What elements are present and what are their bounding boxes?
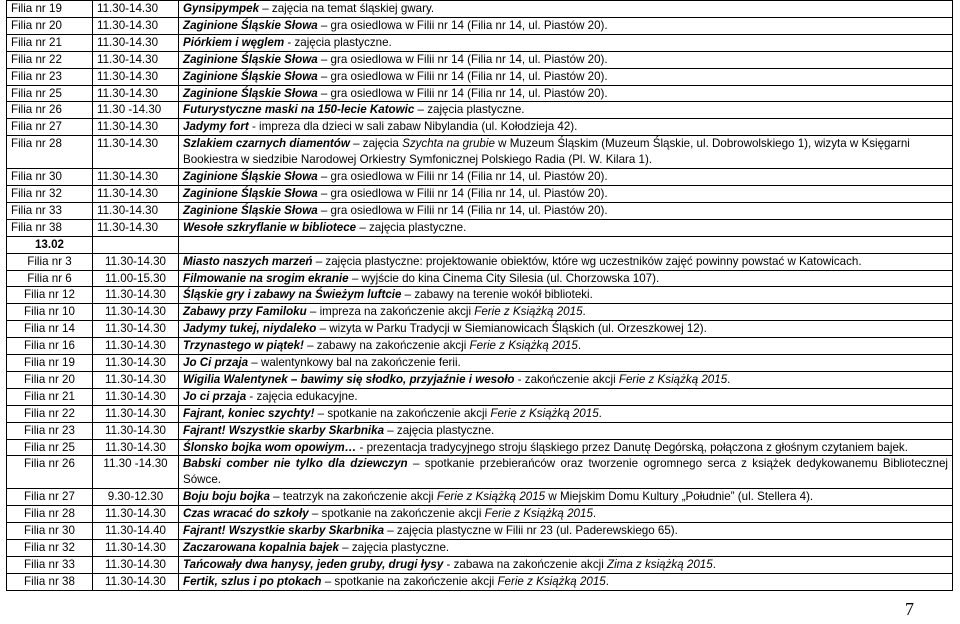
- schedule-row: [7, 338, 953, 355]
- branch-cell: Filia nr 21: [7, 34, 93, 51]
- event-text: .: [577, 339, 582, 353]
- time-cell: 11.30-14.30: [93, 371, 179, 388]
- schedule-row: [7, 1, 953, 18]
- event-title: Jadymy tukej, niydaleko: [183, 322, 317, 336]
- event-description-cell: [179, 51, 953, 68]
- time-cell: 11.30-14.30: [93, 304, 179, 321]
- time-cell: 11.30-14.30: [93, 573, 179, 590]
- branch-cell: Filia nr 25: [7, 439, 93, 456]
- event-text: - zajęcia plastyczne.: [284, 35, 392, 49]
- event-description-cell: [179, 68, 953, 85]
- schedule-row: [7, 34, 953, 51]
- event-text: – zajęcia plastyczne w Filii nr 23 (ul. Paderewskiego 65).: [384, 524, 678, 538]
- schedule-row: [7, 489, 953, 506]
- event-description-cell: [179, 287, 953, 304]
- event-title: Zaginione Śląskie Słowa: [183, 203, 318, 217]
- event-text: .: [592, 507, 597, 521]
- event-description-cell: [179, 422, 953, 439]
- branch-cell: Filia nr 26: [7, 102, 93, 119]
- event-text: – gra osiedlowa w Filii nr 14 (Filia nr 14, ul. Piastów 20).: [317, 203, 608, 217]
- time-cell: 11.30-14.30: [93, 287, 179, 304]
- event-text: – gra osiedlowa w Filii nr 14 (Filia nr 14, ul. Piastów 20).: [317, 170, 608, 184]
- time-cell: 11.00-15.30: [93, 270, 179, 287]
- event-text: – wizyta w Parku Tradycji w Siemianowicach Śląskich (ul. Orzeszkowej 12).: [316, 322, 707, 336]
- branch-cell: Filia nr 23: [7, 422, 93, 439]
- event-text: .: [582, 305, 586, 319]
- branch-cell: Filia nr 30: [7, 169, 93, 186]
- time-cell: 11.30-14.30: [93, 1, 179, 18]
- event-title: Jo Ci przaja: [183, 356, 249, 370]
- page-number: 7: [905, 599, 914, 619]
- event-title: Filmowanie na srogim ekranie: [183, 271, 349, 285]
- event-title: Tańcowały dwa hanysy, jeden gruby, drugi łysy: [183, 557, 444, 571]
- event-text: .: [712, 557, 716, 571]
- empty-cell: [93, 236, 179, 253]
- schedule-rows: [7, 1, 953, 591]
- event-title: Boju boju bojka: [183, 490, 270, 504]
- schedule-row: [7, 270, 953, 287]
- event-title: Wigilia Walentynek – bawimy się słodko, przyjaźnie i wesoło: [183, 372, 515, 386]
- time-cell: 11.30 -14.30: [93, 102, 179, 119]
- event-text: - prezentacja tradycyjnego stroju śląskiego przez Danutę Degórską, połączona z głośnym czytaniem bajek.: [356, 440, 908, 454]
- event-italic-text: Ferie z Książką 2015: [484, 507, 593, 521]
- schedule-document: [6, 0, 952, 591]
- event-title: Zaginione Śląskie Słowa: [183, 69, 318, 83]
- event-description-cell: [179, 119, 953, 136]
- event-text: – gra osiedlowa w Filii nr 14 (Filia nr 14, ul. Piastów 20).: [317, 18, 608, 32]
- event-description-cell: [179, 304, 953, 321]
- time-cell: 11.30-14.30: [93, 321, 179, 338]
- event-title: Gynsipympek: [183, 2, 260, 15]
- time-cell: 11.30-14.40: [93, 523, 179, 540]
- schedule-row: [7, 388, 953, 405]
- time-cell: 11.30-14.30: [93, 355, 179, 372]
- branch-cell: Filia nr 22: [7, 51, 93, 68]
- date-heading: 13.02: [7, 236, 93, 253]
- event-italic-text: Ferie z Książką 2015: [618, 372, 728, 386]
- branch-cell: Filia nr 32: [7, 540, 93, 557]
- schedule-row: [7, 102, 953, 119]
- schedule-row: [7, 540, 953, 557]
- event-title: Zaginione Śląskie Słowa: [183, 52, 318, 66]
- branch-cell: Filia nr 19: [7, 1, 93, 18]
- event-description-cell: [179, 85, 953, 102]
- time-cell: 11.30-14.30: [93, 17, 179, 34]
- branch-cell: Filia nr 38: [7, 219, 93, 236]
- event-text: – gra osiedlowa w Filii nr 14 (Filia nr 14, ul. Piastów 20).: [317, 69, 608, 83]
- event-text: .: [727, 372, 731, 386]
- event-text: – zajęcia plastyczne.: [356, 220, 467, 234]
- event-description-cell: [179, 202, 953, 219]
- event-text: .: [598, 406, 602, 420]
- branch-cell: Filia nr 27: [7, 119, 93, 136]
- schedule-row: [7, 371, 953, 388]
- event-text: – spotkanie przebierańców oraz tworzenie ogromnego serca z książek dedykowanemu Bibliotecznej Sówce.: [183, 457, 948, 487]
- event-text: – gra osiedlowa w Filii nr 14 (Filia nr 14, ul. Piastów 20).: [317, 186, 608, 200]
- time-cell: 11.30-14.30: [93, 119, 179, 136]
- event-title: Futurystyczne maski na 150-lecie Katowic: [183, 103, 415, 117]
- event-text: – wyjście do kina Cinema City Silesia (ul. Chorzowska 107).: [348, 271, 660, 285]
- schedule-row: [7, 304, 953, 321]
- event-description-cell: [179, 439, 953, 456]
- schedule-row: [7, 202, 953, 219]
- schedule-row: [7, 51, 953, 68]
- event-title: Ślonsko bojka wom opowiym…: [183, 440, 357, 454]
- time-cell: 11.30-14.30: [93, 338, 179, 355]
- event-text: – spotkanie na zakończenie akcji: [321, 574, 498, 588]
- event-description-cell: [179, 523, 953, 540]
- event-title: Zaczarowana kopalnia bajek: [183, 541, 339, 554]
- event-description-cell: [179, 388, 953, 405]
- event-italic-text: Ferie z Książką 2015: [436, 490, 546, 504]
- event-text: – zajęcia plastyczne.: [384, 423, 495, 437]
- branch-cell: Filia nr 38: [7, 573, 93, 590]
- event-description-cell: [179, 219, 953, 236]
- branch-cell: Filia nr 23: [7, 68, 93, 85]
- event-text: w Muzeum Śląskim (Muzeum Śląskie, ul. Dobrowolskiego 1), wizyta w Księgarni Bookiestra w siedzibie Narodowej Orkiestry Symfonicznej Polskiego Radia (Pl. W. Kilara 1).: [183, 137, 910, 167]
- event-description-cell: [179, 185, 953, 202]
- event-italic-text: Ferie z Książką 2015: [497, 574, 606, 588]
- schedule-row: [7, 185, 953, 202]
- event-title: Jadymy fort: [183, 120, 249, 134]
- event-description-cell: [179, 456, 953, 489]
- branch-cell: Filia nr 14: [7, 321, 93, 338]
- schedule-row: [7, 253, 953, 270]
- schedule-table: [6, 0, 953, 591]
- event-description-cell: [179, 540, 953, 557]
- branch-cell: Filia nr 19: [7, 355, 93, 372]
- branch-cell: Filia nr 16: [7, 338, 93, 355]
- schedule-row: [7, 422, 953, 439]
- event-description-cell: [179, 371, 953, 388]
- date-row: [7, 236, 953, 253]
- time-cell: 11.30-14.30: [93, 169, 179, 186]
- branch-cell: Filia nr 32: [7, 185, 93, 202]
- event-text: – zajęcia plastyczne.: [338, 541, 450, 554]
- event-text: – zajęcia plastyczne.: [414, 103, 525, 117]
- event-title: Śląskie gry i zabawy na Świeżym luftcie: [183, 288, 402, 302]
- branch-cell: Filia nr 28: [7, 136, 93, 169]
- event-description-cell: [179, 1, 953, 18]
- branch-cell: Filia nr 25: [7, 85, 93, 102]
- time-cell: 11.30-14.30: [93, 85, 179, 102]
- event-text: .: [605, 574, 609, 588]
- event-title: Wesołe szkryflanie w bibliotece: [183, 220, 357, 234]
- time-cell: 11.30 -14.30: [93, 456, 179, 489]
- time-cell: 9.30-12.30: [93, 489, 179, 506]
- event-text: – zajęcia plastyczne: projektowanie obiektów, które wg uczestników zajęć powinny powstać w Katowicach.: [312, 254, 862, 268]
- event-title: Zabawy przy Familoku: [183, 305, 307, 319]
- schedule-row: [7, 68, 953, 85]
- branch-cell: Filia nr 30: [7, 523, 93, 540]
- event-italic-text: Zima z książką 2015: [607, 557, 713, 571]
- event-description-cell: [179, 321, 953, 338]
- event-title: Babski comber nie tylko dla dziewczyn: [183, 457, 408, 471]
- event-description-cell: [179, 556, 953, 573]
- event-text: - impreza dla dzieci w sali zabaw Nibylandia (ul. Kołodzieja 42).: [248, 120, 578, 134]
- event-text: - zakończenie akcji: [514, 372, 619, 386]
- time-cell: 11.30-14.30: [93, 34, 179, 51]
- branch-cell: Filia nr 12: [7, 287, 93, 304]
- time-cell: 11.30-14.30: [93, 185, 179, 202]
- event-italic-text: Ferie z Książką 2015: [474, 305, 583, 319]
- event-title: Czas wracać do szkoły: [183, 507, 309, 521]
- event-title: Piórkiem i węglem: [183, 35, 285, 49]
- empty-cell: [179, 236, 953, 253]
- event-text: – gra osiedlowa w Filii nr 14 (Filia nr 14, ul. Piastów 20).: [317, 52, 608, 66]
- time-cell: 11.30-14.30: [93, 51, 179, 68]
- event-description-cell: [179, 169, 953, 186]
- event-title: Zaginione Śląskie Słowa: [183, 18, 318, 32]
- schedule-row: [7, 523, 953, 540]
- event-italic-text: Szychta na grubie: [402, 137, 495, 151]
- branch-cell: Filia nr 27: [7, 489, 93, 506]
- time-cell: 11.30-14.30: [93, 388, 179, 405]
- branch-cell: Filia nr 6: [7, 270, 93, 287]
- event-title: Jo ci przaja: [183, 389, 247, 403]
- event-description-cell: [179, 573, 953, 590]
- schedule-row: [7, 506, 953, 523]
- schedule-row: [7, 556, 953, 573]
- event-text: – impreza na zakończenie akcji: [306, 305, 475, 319]
- branch-cell: Filia nr 20: [7, 371, 93, 388]
- branch-cell: Filia nr 10: [7, 304, 93, 321]
- time-cell: 11.30-14.30: [93, 253, 179, 270]
- branch-cell: Filia nr 26: [7, 456, 93, 489]
- time-cell: 11.30-14.30: [93, 68, 179, 85]
- time-cell: 11.30-14.30: [93, 136, 179, 169]
- branch-cell: Filia nr 28: [7, 506, 93, 523]
- event-description-cell: [179, 34, 953, 51]
- event-text: w Miejskim Domu Kultury „Południe” (ul. Stellera 4).: [545, 490, 814, 504]
- branch-cell: Filia nr 20: [7, 17, 93, 34]
- event-text: – gra osiedlowa w Filii nr 14 (Filia nr 14, ul. Piastów 20).: [317, 86, 608, 100]
- schedule-row: [7, 355, 953, 372]
- event-title: Fertik, szlus i po ptokach: [183, 574, 322, 588]
- time-cell: 11.30-14.30: [93, 439, 179, 456]
- time-cell: 11.30-14.30: [93, 405, 179, 422]
- schedule-row: [7, 136, 953, 169]
- event-description-cell: [179, 102, 953, 119]
- event-text: – zabawy na terenie wokół biblioteki.: [401, 288, 593, 302]
- event-text: – teatrzyk na zakończenie akcji: [269, 490, 437, 504]
- schedule-row: [7, 119, 953, 136]
- event-text: – zajęcia: [349, 137, 403, 151]
- schedule-row: [7, 321, 953, 338]
- time-cell: 11.30-14.30: [93, 506, 179, 523]
- branch-cell: Filia nr 22: [7, 405, 93, 422]
- event-title: Zaginione Śląskie Słowa: [183, 170, 318, 184]
- event-text: – spotkanie na zakończenie akcji: [314, 406, 491, 420]
- event-title: Zaginione Śląskie Słowa: [183, 186, 318, 200]
- event-text: – spotkanie na zakończenie akcji: [308, 507, 485, 521]
- schedule-row: [7, 169, 953, 186]
- branch-cell: Filia nr 21: [7, 388, 93, 405]
- event-title: Miasto naszych marzeń: [183, 254, 313, 268]
- event-text: - zajęcia edukacyjne.: [246, 389, 358, 403]
- time-cell: 11.30-14.30: [93, 556, 179, 573]
- event-title: Fajrant, koniec szychty!: [183, 406, 315, 420]
- event-description-cell: [179, 338, 953, 355]
- schedule-row: [7, 573, 953, 590]
- time-cell: 11.30-14.30: [93, 202, 179, 219]
- event-title: Szlakiem czarnych diamentów: [183, 137, 350, 151]
- event-title: Trzynastego w piątek!: [183, 339, 304, 353]
- schedule-row: [7, 287, 953, 304]
- schedule-row: [7, 219, 953, 236]
- time-cell: 11.30-14.30: [93, 540, 179, 557]
- event-description-cell: [179, 506, 953, 523]
- event-text: – walentynkowy bal na zakończenie ferii.: [248, 356, 461, 370]
- event-text: – zabawy na zakończenie akcji: [303, 339, 470, 353]
- schedule-row: [7, 405, 953, 422]
- branch-cell: Filia nr 33: [7, 556, 93, 573]
- event-text: – zajęcia na temat śląskiej gwary.: [259, 2, 435, 15]
- branch-cell: Filia nr 3: [7, 253, 93, 270]
- event-title: Fajrant! Wszystkie skarby Skarbnika: [183, 423, 385, 437]
- schedule-row: [7, 456, 953, 489]
- event-description-cell: [179, 405, 953, 422]
- event-italic-text: Ferie z Książką 2015: [490, 406, 599, 420]
- schedule-row: [7, 439, 953, 456]
- branch-cell: Filia nr 33: [7, 202, 93, 219]
- event-description-cell: [179, 253, 953, 270]
- time-cell: 11.30-14.30: [93, 422, 179, 439]
- event-description-cell: [179, 355, 953, 372]
- event-description-cell: [179, 270, 953, 287]
- event-italic-text: Ferie z Książką 2015: [469, 339, 578, 353]
- schedule-row: [7, 17, 953, 34]
- event-title: Zaginione Śląskie Słowa: [183, 86, 318, 100]
- event-description-cell: [179, 136, 953, 169]
- event-description-cell: [179, 489, 953, 506]
- time-cell: 11.30-14.30: [93, 219, 179, 236]
- event-text: - zabawa na zakończenie akcji: [443, 557, 607, 571]
- schedule-row: [7, 85, 953, 102]
- event-description-cell: [179, 17, 953, 34]
- event-title: Fajrant! Wszystkie skarby Skarbnika: [183, 524, 385, 538]
